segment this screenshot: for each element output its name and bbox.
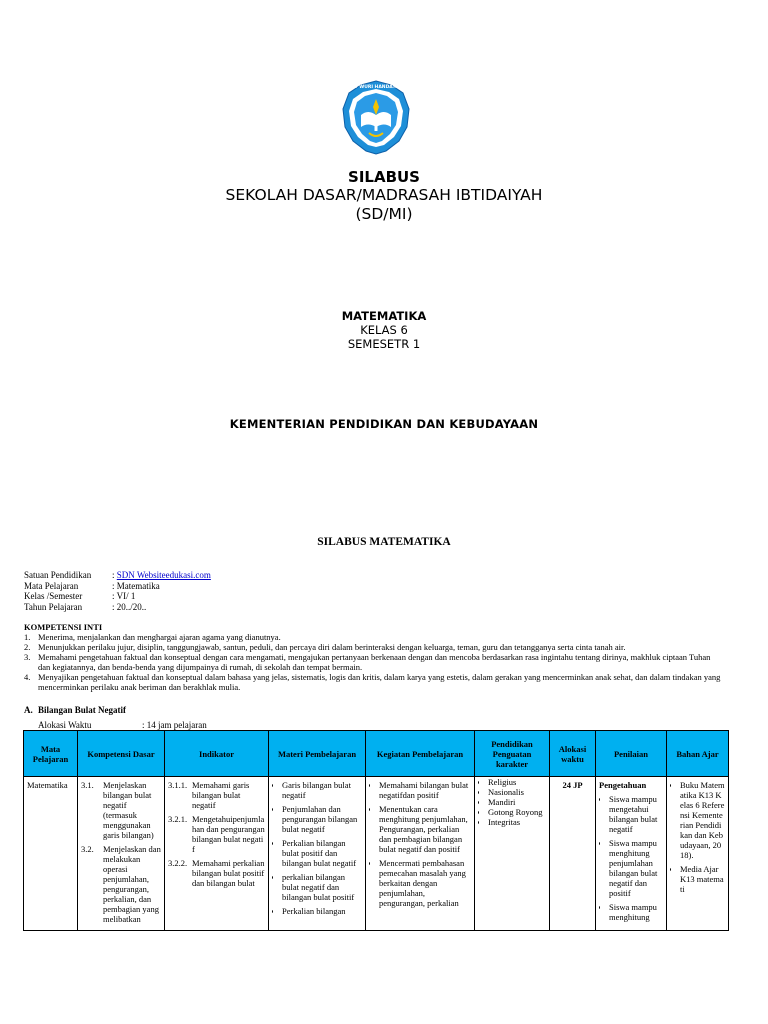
alokasi-waktu: Alokasi Waktu : 14 jam pelajaran [38,720,207,730]
cell-alokasi: 24 JP [550,777,596,931]
bahan-item: • Media Ajar K13 matemati [680,864,725,894]
cover-school-name [0,186,768,224]
school-line-2: (SD/MI) [355,205,413,223]
info-row [24,581,211,592]
materi-item: • Perkalian bilangan [282,906,362,916]
kegiatan-item: • Memahami bilangan bulat negatifdan positif [379,780,471,800]
info-value: : 20../20.. [112,601,147,612]
tut-wuri-handayani-logo [341,79,411,155]
header-karakter: Pendidikan Penguatan karakter [475,731,550,777]
cell-indikator [165,777,269,931]
header-kd: Kompetensi Dasar [78,731,165,777]
kompetensi-inti [24,622,724,692]
school-line-1: SEKOLAH DASAR/MADRASAH IBTIDAIYAH [225,186,543,204]
info-row [24,591,211,602]
penilaian-item: • Siswa mampu mengetahui bilangan bulat negatif [609,794,663,834]
bahan-item: • Buku Matematika K13 Kelas 6 Referensi Kementerian Pendidikan dan Kebudayaan, 2018). [680,780,725,860]
table-header-row [24,731,729,777]
ki-item: 2. Menunjukkan perilaku jujur, disiplin, tanggungjawab, santun, peduli, dan percaya diri dalam berinteraksi dengan keluarga, teman, guru dan tetangganya serta cinta tanah air. [24,642,626,652]
info-row [24,570,211,581]
cover-kelas: KELAS 6 [360,323,408,337]
materi-item: • Garis bilangan bulat negatif [282,780,362,800]
materi-item: • perkalian bilangan bulat negatif dan bilangan bulat positif [282,872,362,902]
indikator-item: 3.2.1. Mengetahuipenjumlahan dan pengurangan bilangan bulat negatif [168,814,265,854]
cover-ministry: KEMENTERIAN PENDIDIKAN DAN KEBUDAYAAN [229,417,539,431]
cell-karakter [475,777,550,931]
info-label: Tahun Pelajaran [24,601,83,612]
header-indikator: Indikator [165,731,269,777]
info-value: : SDN Websiteedukasi.com [112,570,211,580]
cover-subject: MATEMATIKA [341,309,427,323]
karakter-item: • Gotong Royong [488,807,546,817]
karakter-item: • Integritas [488,817,546,827]
info-label: Mata Pelajaran [24,580,79,591]
info-value: : VI/ 1 [112,591,136,601]
cell-bahan [667,777,729,931]
header-alokasi: Alokasi waktu [550,731,596,777]
kd-item: 3.2. Menjelaskan dan melakukan operasi penjumlahan, pengurangan, perkalian, dan pembagian yang melibatkan [81,844,161,924]
cell-penilaian [596,777,667,931]
header-materi: Materi Pembelajaran [269,731,366,777]
silabus-table [23,730,729,931]
penilaian-heading: Pengetahuan [599,780,647,790]
silabus-title: SILABUS MATEMATIKA [317,536,451,548]
header-penilaian: Penilaian [596,731,667,777]
penilaian-item: • Siswa mampu menghitung penjumlahan bilangan bulat negatif dan positif [609,838,663,898]
cell-materi [269,777,366,931]
materi-item: • Perkalian bilangan bulat positif dan bilangan bulat negatif [282,838,362,868]
cell-kd [78,777,165,931]
section-heading: A. Bilangan Bulat Negatif [24,705,127,715]
kegiatan-item: • Menentukan cara menghitung penjumlahan, Pengurangan, perkalian dan pembagian bilangan bulat negatif dan positif [379,804,471,854]
cover-title: SILABUS [348,168,420,186]
karakter-item: • Religius [488,777,546,787]
table-row [24,777,729,931]
info-value: : Matematika [112,580,160,591]
kegiatan-item: • Mencermati pembahasan pemecahan masalah yang berkaitan dengan penjumlahan, pengurangan, perkalian [379,858,471,908]
karakter-item: • Mandiri [488,797,546,807]
header-mapel: Mata Pelajaran [24,731,78,777]
cell-kegiatan [366,777,475,931]
kd-item: 3.1. Menjelaskan bilangan bulat negatif (termasuk menggunakan garis bilangan) [81,780,154,840]
logo-text: TUT WURI HANDAYANI [347,85,405,90]
indikator-item: 3.2.2. Memahami perkalian bilangan bulat positif dan bilangan bulat [168,858,265,888]
ki-item: 3. Memahami pengetahuan faktual dan konseptual dengan cara mengamati, mengajukan pertanyaan berkenaan dengan dan mencoba berdasarkan rasa ingintahu tentang dirinya, makhluk ciptaan Tuhan dan kegiatannya, dan benda-benda yang dijumpainya di rumah, di sekolah dan tempat bermain. [24,652,711,672]
ki-heading: KOMPETENSI INTI [24,622,103,632]
ki-item: 4. Menyajikan pengetahuan faktual dan konseptual dalam bahasa yang jelas, sistematis, logis dan kritis, dalam karya yang estetis, dalam gerakan yang mencerminkan anak sehat, dan dalam tindakan yang mencerminkan perilaku anak beriman dan berakhlak mulia. [24,672,721,692]
cell-mapel: Matematika [24,777,78,931]
school-link[interactable]: SDN Websiteedukasi.com [116,570,211,580]
karakter-item: • Nasionalis [488,787,546,797]
header-bahan: Bahan Ajar [667,731,729,777]
info-label: Kelas /Semester [24,591,83,601]
materi-item: • Penjumlahan dan pengurangan bilangan bulat negatif [282,804,362,834]
cover-semester: SEMESETR 1 [347,337,421,351]
info-label: Satuan Pendidikan [24,570,92,580]
info-row [24,602,211,613]
ki-item: 1. Menerima, menjalankan dan menghargai ajaran agama yang dianutnya. [24,632,281,642]
identity-info [24,570,211,612]
indikator-item: 3.1.1. Memahami garis bilangan bulat negatif [168,780,250,810]
header-kegiatan: Kegiatan Pembelajaran [366,731,475,777]
penilaian-item: • Siswa mampu menghitung [609,902,663,922]
